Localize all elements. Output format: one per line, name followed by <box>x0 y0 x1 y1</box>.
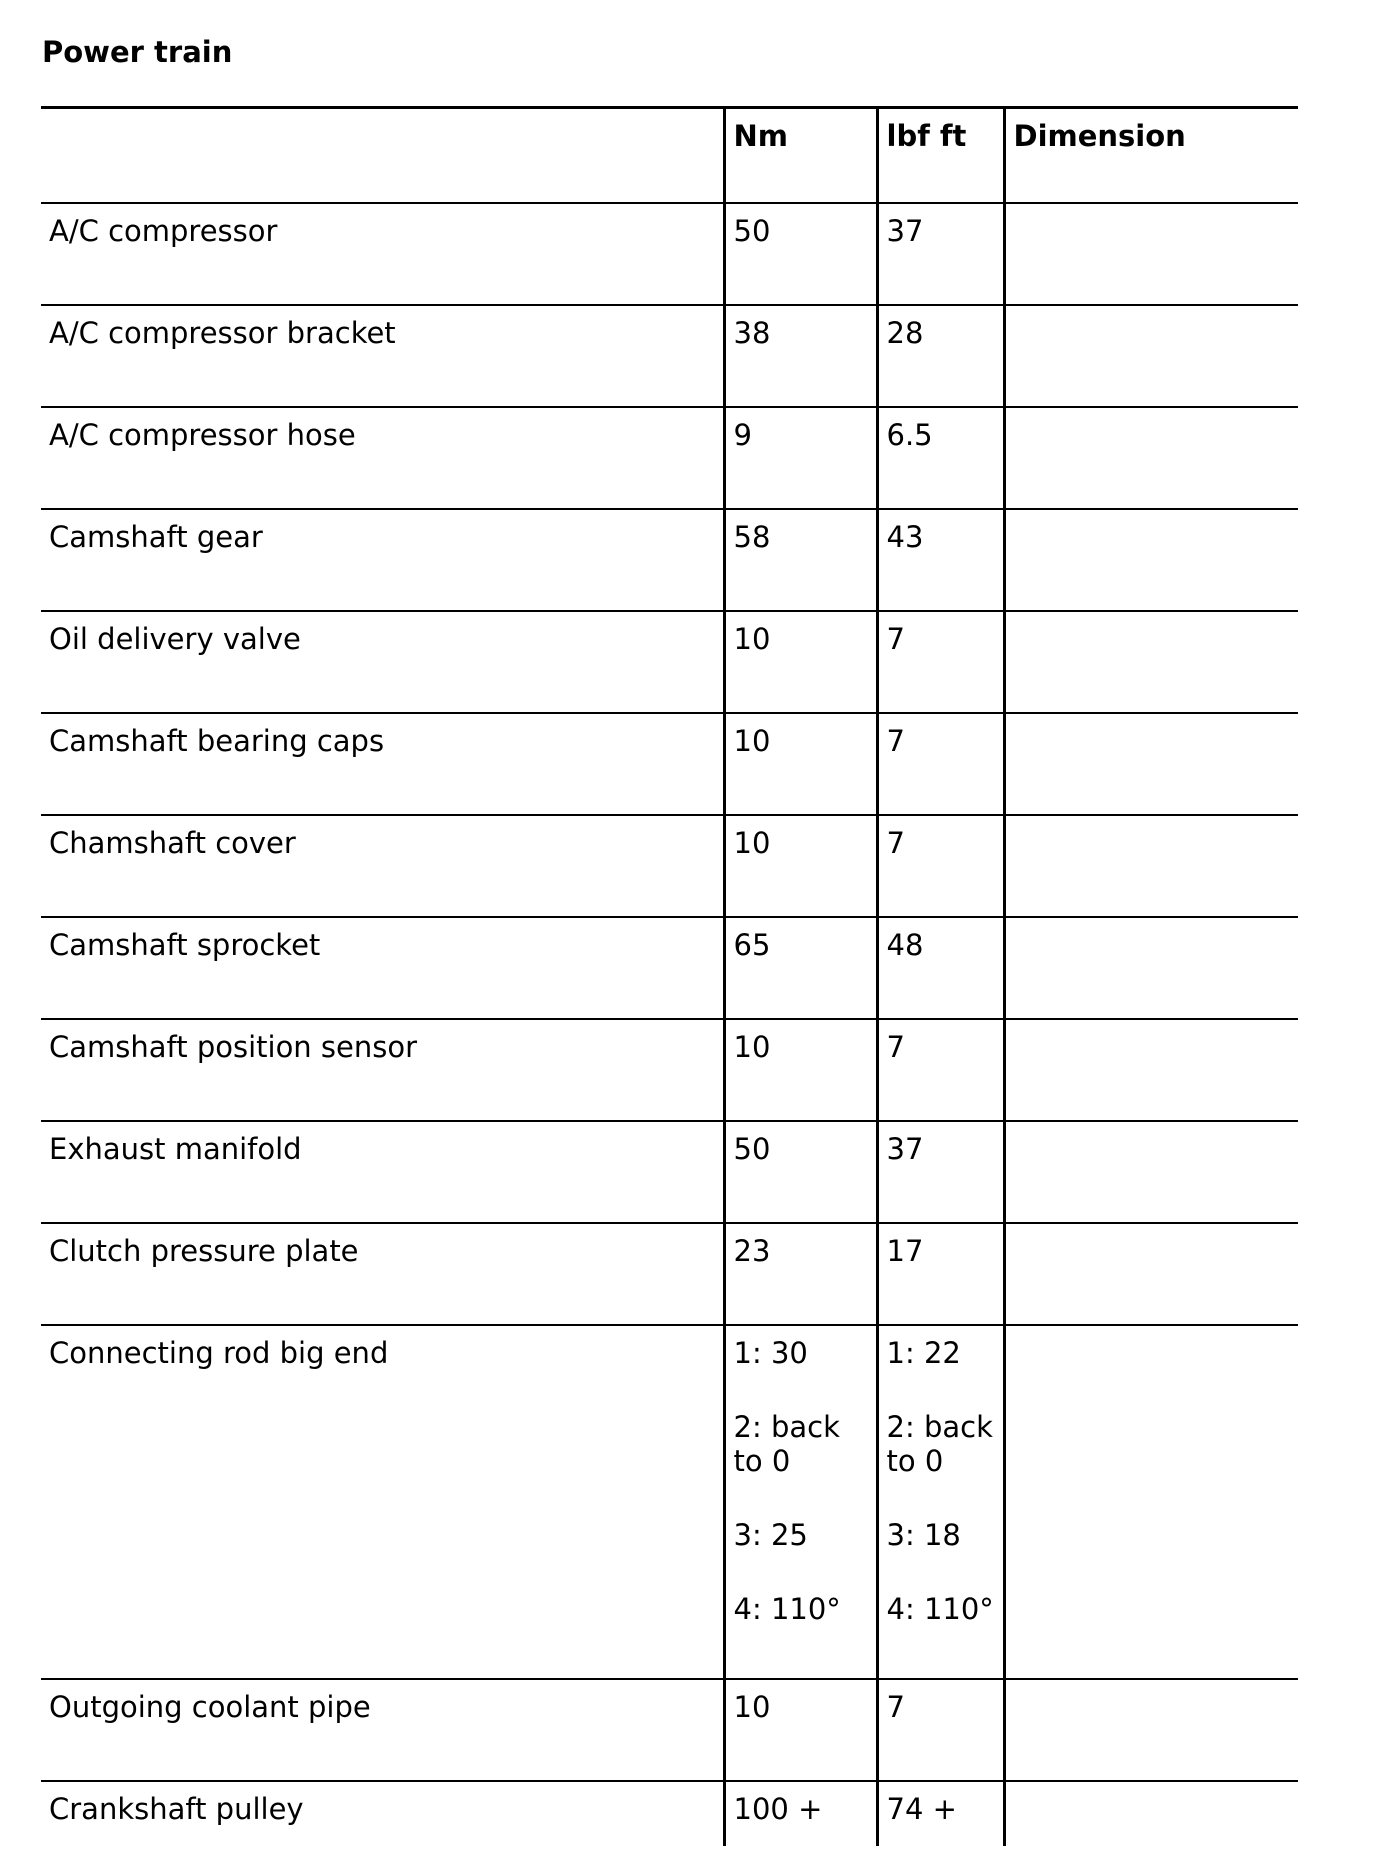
cell-nm: 10 <box>724 1019 877 1121</box>
cell-nm: 50 <box>724 203 877 305</box>
table-row <box>41 305 1298 407</box>
table-row <box>41 1223 1298 1325</box>
page-title: Power train <box>42 35 233 69</box>
nm-step-2: 2: back to 0 <box>733 1410 840 1478</box>
cell-nm: 10 <box>724 815 877 917</box>
cell-lbf-ft: 43 <box>877 509 1004 611</box>
cell-dimension <box>1004 509 1298 611</box>
cell-dimension <box>1004 1679 1298 1781</box>
cell-lbf-ft: 7 <box>877 1679 1004 1781</box>
cell-dimension <box>1004 407 1298 509</box>
cell-nm: 65 <box>724 917 877 1019</box>
cell-component: Camshaft position sensor <box>41 1019 724 1121</box>
cell-component: A/C compressor hose <box>41 407 724 509</box>
cell-lbf-ft: 74 + <box>877 1781 1004 1846</box>
lbf-ft-step-4: 4: 110° <box>886 1592 994 1626</box>
cell-component: Oil delivery valve <box>41 611 724 713</box>
lbf-ft-step-2: 2: back to 0 <box>886 1410 993 1478</box>
table-row <box>41 713 1298 815</box>
cell-component: A/C compressor bracket <box>41 305 724 407</box>
table-row <box>41 509 1298 611</box>
cell-lbf-ft: 7 <box>877 611 1004 713</box>
cell-lbf-ft: 7 <box>877 815 1004 917</box>
cell-lbf-ft: 7 <box>877 1019 1004 1121</box>
header-lbf-ft: lbf ft <box>877 108 1004 204</box>
cell-component: Camshaft gear <box>41 509 724 611</box>
nm-step-3: 3: 25 <box>733 1518 808 1552</box>
cell-component: Exhaust manifold <box>41 1121 724 1223</box>
cell-dimension <box>1004 917 1298 1019</box>
cell-dimension <box>1004 1325 1298 1679</box>
table-row <box>41 815 1298 917</box>
cell-component: Crankshaft pulley <box>49 1792 304 1826</box>
table-row <box>41 1325 1298 1679</box>
cell-lbf-ft: 6.5 <box>877 407 1004 509</box>
cell-component: Connecting rod big end <box>41 1325 724 1679</box>
cell-nm: 23 <box>724 1223 877 1325</box>
cell-dimension <box>1004 1781 1298 1846</box>
cell-lbf-ft: 48 <box>877 917 1004 1019</box>
table-row <box>41 1679 1298 1781</box>
cell-lbf-ft: 7 <box>877 713 1004 815</box>
table-row <box>41 1781 1298 1846</box>
cell-component: Clutch pressure plate <box>41 1223 724 1325</box>
cell-nm: 9 <box>724 407 877 509</box>
header-nm: Nm <box>724 108 877 204</box>
nm-step-1: 1: 30 <box>733 1336 808 1370</box>
table-header-row <box>41 108 1298 204</box>
table-row <box>41 407 1298 509</box>
cell-dimension <box>1004 611 1298 713</box>
table-row <box>41 1019 1298 1121</box>
cell-nm: 38 <box>724 305 877 407</box>
cell-lbf-ft: 37 <box>877 1121 1004 1223</box>
cell-component: Chamshaft cover <box>41 815 724 917</box>
cell-nm: 50 <box>724 1121 877 1223</box>
cell-dimension <box>1004 713 1298 815</box>
header-component <box>41 108 724 204</box>
cell-component: Camshaft sprocket <box>41 917 724 1019</box>
cell-dimension <box>1004 815 1298 917</box>
table-row <box>41 611 1298 713</box>
table-row <box>41 917 1298 1019</box>
cell-lbf-ft: 28 <box>877 305 1004 407</box>
cell-lbf-ft-steps <box>877 1325 1004 1679</box>
cell-lbf-ft: 37 <box>877 203 1004 305</box>
cell-component: Camshaft bearing caps <box>41 713 724 815</box>
cell-component: Outgoing coolant pipe <box>41 1679 724 1781</box>
cell-nm: 100 + <box>724 1781 877 1846</box>
cell-nm: 10 <box>724 713 877 815</box>
cell-dimension <box>1004 203 1298 305</box>
cell-dimension <box>1004 305 1298 407</box>
table-row <box>41 203 1298 305</box>
lbf-ft-step-3: 3: 18 <box>886 1518 961 1552</box>
cell-nm: 10 <box>724 611 877 713</box>
lbf-ft-step-1: 1: 22 <box>886 1336 961 1370</box>
cell-component: A/C compressor <box>41 203 724 305</box>
cell-dimension <box>1004 1223 1298 1325</box>
header-dimension: Dimension <box>1004 108 1298 204</box>
table-row <box>41 1121 1298 1223</box>
cell-dimension <box>1004 1121 1298 1223</box>
cell-dimension <box>1004 1019 1298 1121</box>
nm-step-4: 4: 110° <box>733 1592 841 1626</box>
cell-nm: 58 <box>724 509 877 611</box>
cell-nm: 10 <box>724 1679 877 1781</box>
torque-table <box>41 106 1298 1846</box>
cell-nm-steps <box>724 1325 877 1679</box>
cell-lbf-ft: 17 <box>877 1223 1004 1325</box>
